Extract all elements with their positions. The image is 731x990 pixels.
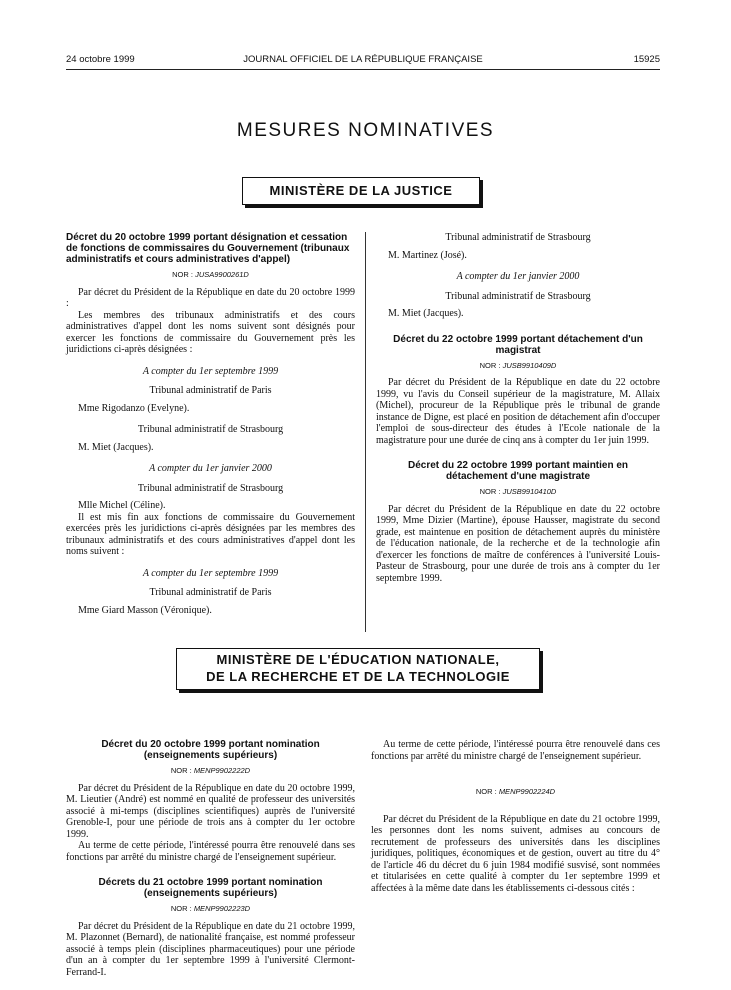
nor-label: NOR : (475, 787, 497, 796)
decree5-nor2 (371, 786, 660, 798)
nor-code: JUSB9910409D (502, 360, 557, 370)
decree5-paragraph3: Par décret du Président de la République en date du 21 octobre 1999, les personnes dont les noms suivent, admises au concours de recrutement de professeurs des universités dans les disciplines juridiques, politiques, économiques et de gestion, ouvert au titre du 4° de l'article 46 du décret du 6 juin 1984 modifié susvisé, sont nommées et titularisées en cette qualité à compter du 1er septembre 1999 et affectées à la même date dans les établissements ci-dessous cités : (371, 813, 660, 894)
decree1-date4: A compter du 1er janvier 2000 (456, 271, 580, 282)
nor-label: NOR : (170, 904, 192, 913)
column-divider (365, 232, 366, 632)
decree1-name4: Mme Giard Masson (Véronique). (78, 604, 212, 616)
decree3-body: Par décret du Président de la République en date du 22 octobre 1999, Mme Dizier (Martine), épouse Hausser, magistrate du second grade, est maintenue en position de détachement auprès du ministère de l'éducation nationale, de la recherche et de la technologie afin d'exercer les fonctions de maître de conférences à l'université Louis-Pasteur de Strasbourg, pour une durée de trois ans à compter du 1er septembre 1999. (376, 503, 660, 584)
decree1-date2: A compter du 1er janvier 2000 (149, 463, 272, 474)
decree1-court6: Tribunal administratif de Strasbourg (445, 290, 591, 302)
decree1-date3: A compter du 1er septembre 1999 (142, 567, 279, 579)
decree5-heading: Décrets du 21 octobre 1999 portant nomination (enseignements supérieurs) (98, 877, 323, 899)
nor-code: JUSB9910410D (502, 487, 557, 496)
decree5-paragraph1: Par décret du Président de la République en date du 21 octobre 1999, M. Plazonnet (Bernard), de nationalité française, est nommé professeur associé à temps plein (disciplines pharmaceutiques) pour une période d'un an à compter du 1er septembre 1999 à l'université Clermont-Ferrand-I. (66, 920, 355, 978)
decree1-name3: Mlle Michel (Céline). (78, 500, 166, 511)
decree1-court5: Tribunal administratif de Strasbourg (445, 232, 591, 243)
nor-label: NOR : (479, 487, 501, 496)
nor-code: MENP9902224D (498, 787, 556, 796)
decree1-court4: Tribunal administratif de Paris (149, 587, 272, 598)
nor-label: NOR : (170, 766, 192, 775)
ministry-education-line1: MINISTÈRE DE L'ÉDUCATION NATIONALE, (216, 652, 500, 667)
decree1-paragraph1: Les membres des tribunaux administratifs et des cours administratives d'appel dont les noms suivent sont désignés pour exercer les fonctions de commissaire du Gouvernement près les juridictions ci-après désignées : (66, 309, 355, 355)
ministry-justice-box: MINISTÈRE DE LA JUSTICE (242, 177, 480, 205)
decree2-body: Par décret du Président de la République en date du 22 octobre 1999, vu l'avis du Conseil supérieur de la magistrature, M. Allaix (Michel), procureur de la République près le tribunal de grande instance de Digne, est placé en position de détachement afin d'occuper l'emploi de sous-directeur des études à l'Ecole nationale de la magistrature pour une durée de cinq ans à compter du 1er juin 1999. (376, 377, 660, 446)
header-date: 24 octobre 1999 (66, 54, 135, 65)
decree5-paragraph2: Au terme de cette période, l'intéressé pourra être renouvelé dans ces fonctions par arrêté du ministre chargé de l'enseignement supérieur. (371, 739, 660, 762)
education-right-column (371, 739, 660, 894)
decree1-name1: Mme Rigodanzo (Evelyne). (78, 402, 190, 414)
decree1-name2: M. Miet (Jacques). (78, 441, 154, 453)
nor-code: MENP9902222D (193, 766, 251, 775)
ministry-education-box (176, 648, 540, 690)
decree1-court2: Tribunal administratif de Strasbourg (137, 424, 284, 435)
decree1-intro: Par décret du Président de la République en date du 20 octobre 1999 : (66, 286, 355, 309)
decree1-court3: Tribunal administratif de Strasbourg (137, 482, 284, 494)
nor-label: NOR : (479, 360, 501, 370)
justice-right-column (376, 232, 660, 584)
decree3-heading: Décret du 22 octobre 1999 portant maintien en détachement d'une magistrate (407, 460, 629, 482)
nor-code: MENP9902223D (193, 904, 251, 913)
decree1-court1: Tribunal administratif de Paris (149, 385, 272, 396)
decree4-paragraph2: Au terme de cette période, l'intéressé pourra être renouvelé dans ses fonctions par arrêté du ministre chargé de l'enseignement supérieur. (66, 840, 355, 863)
decree1-nor (66, 269, 355, 281)
decree1-date1: A compter du 1er septembre 1999 (142, 365, 279, 377)
decree3-nor (376, 486, 660, 498)
decree1-paragraph2: Il est mis fin aux fonctions de commissaire du Gouvernement exercées près les juridictions ci-après désignées par les membres des tribunaux administratifs et des cours administratives d'appel dont les noms suivent : (66, 511, 355, 557)
ministry-education-line2: DE LA RECHERCHE ET DE LA TECHNOLOGIE (206, 669, 510, 684)
nor-code: JUSA9900261D (195, 270, 249, 279)
education-left-column (66, 739, 355, 978)
header-journal-title: JOURNAL OFFICIEL DE LA RÉPUBLIQUE FRANÇAISE (243, 54, 483, 65)
decree1-name6: M. Miet (Jacques). (388, 308, 464, 319)
header-page-number: 15925 (633, 54, 660, 65)
decree1-name5: M. Martinez (José). (388, 249, 467, 261)
decree2-nor (376, 360, 660, 372)
decree1-heading: Décret du 20 octobre 1999 portant désignation et cessation de fonctions de commissaires du Gouvernement (tribunaux administratifs et cours administratives d'appel) (66, 232, 350, 265)
decree4-nor (66, 765, 355, 777)
nor-label: NOR : (172, 270, 193, 279)
decree2-heading: Décret du 22 octobre 1999 portant détachement d'un magistrat (393, 333, 643, 356)
justice-left-column (66, 232, 355, 616)
page-title: MESURES NOMINATIVES (236, 120, 495, 141)
decree5-nor (66, 903, 355, 915)
decree4-heading: Décret du 20 octobre 1999 portant nomination (enseignements supérieurs) (101, 739, 320, 761)
running-header (66, 53, 660, 70)
decree4-paragraph1: Par décret du Président de la République en date du 20 octobre 1999, M. Lieutier (André) est nommé en qualité de professeur des universités associé à mi-temps (disciplines scientifiques) auprès de l'université Grenoble-I, pour une période de trois ans à compter du 1er octobre 1999. (66, 782, 355, 840)
